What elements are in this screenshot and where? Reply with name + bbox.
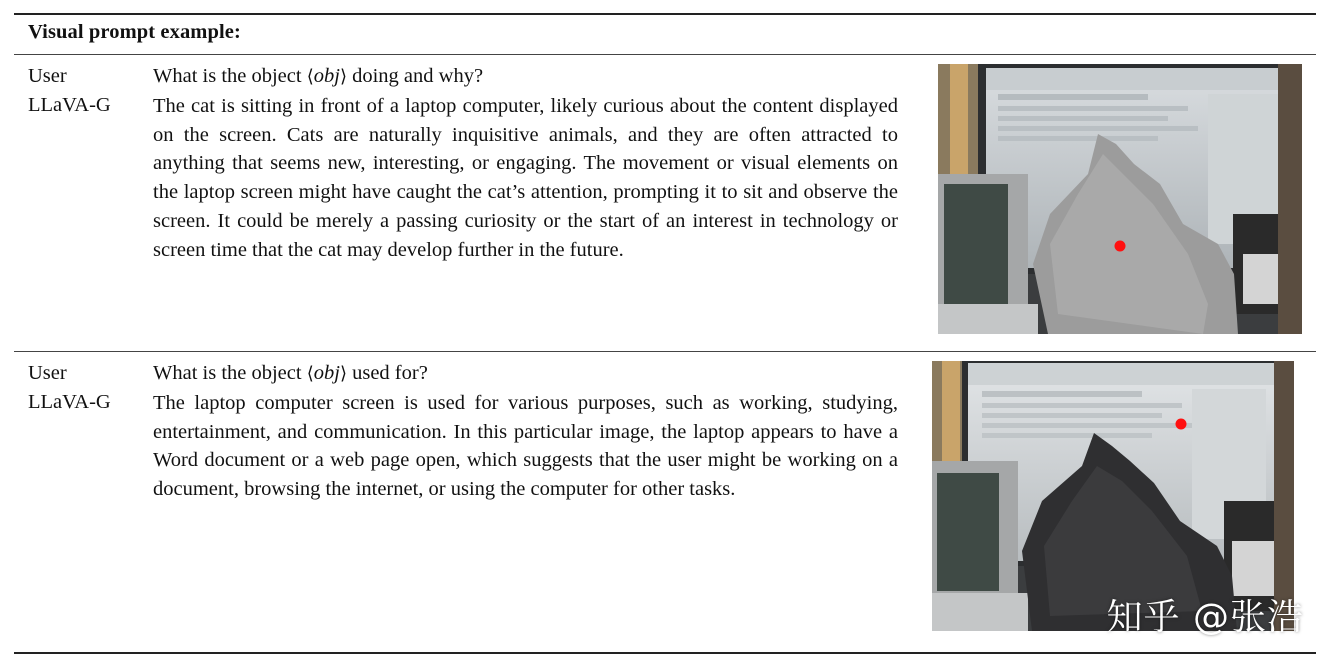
top-rule xyxy=(14,13,1316,15)
cat-photo-illustration xyxy=(938,64,1302,334)
bottom-rule xyxy=(14,652,1316,654)
model-answer: The laptop computer screen is used for various purposes, such as working, studying, entertainment, and communication. In this particular image, the laptop appears to have a Word document or a web page open, which suggests that the user might be working on a document, browsing the internet, or using the computer for other tasks. xyxy=(153,391,898,501)
cat-highlighted-image xyxy=(938,64,1302,334)
heading-rule xyxy=(14,54,1316,55)
model-label: LLaVA-G xyxy=(28,391,111,413)
user-label: User xyxy=(28,362,67,384)
model-label: LLaVA-G xyxy=(28,94,111,116)
dialogue-text xyxy=(153,359,898,504)
object-marker xyxy=(1115,241,1126,252)
divider-rule xyxy=(14,351,1316,352)
user-question: What is the object ⟨obj⟩ doing and why? xyxy=(153,65,484,87)
object-marker xyxy=(1176,419,1187,430)
dialogue-text xyxy=(153,62,898,265)
user-question: What is the object ⟨obj⟩ used for? xyxy=(153,362,428,384)
user-label: User xyxy=(28,65,67,87)
watermark: 知乎 @张浩 xyxy=(1106,597,1304,638)
section-heading: Visual prompt example: xyxy=(28,21,241,43)
model-answer: The cat is sitting in front of a laptop computer, likely curious about the content displayed on the screen. Cats are naturally inquisitive animals, and they are often attracted to anything that seems new, interesting, or engaging. The movement or visual elements on the laptop screen might have caught the cat’s attention, prompting it to sit and observe the screen. It could be merely a passing curiosity or the start of an interest in technology or screen time that the cat may develop further in the future. xyxy=(153,94,898,261)
